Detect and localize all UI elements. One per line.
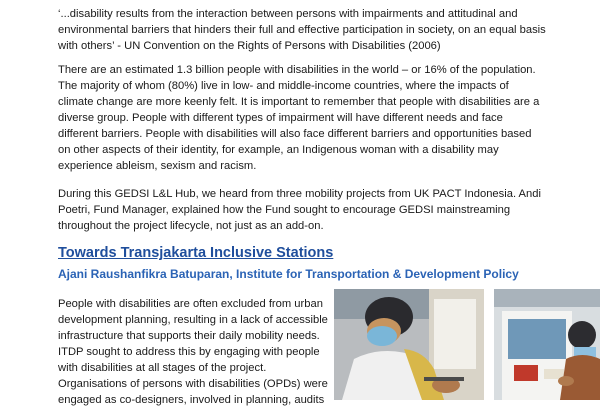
- photo-station-visit: [494, 289, 600, 400]
- photo-braille-panel: [334, 289, 484, 400]
- gedsi-hub-paragraph: During this GEDSI L&L Hub, we heard from three mobility projects from UK PACT Indonesia. Andi Poetri, Fund Manager, explained how the Fund sought to encourage GEDSI mainstreaming throughout the project lifecycle, not just as an add-on.: [58, 188, 541, 232]
- disability-statistics-paragraph: There are an estimated 1.3 billion people with disabilities in the world – or 16% of the population. The majority of whom (80%) live in low- and middle-income countries, where the impacts of climate change are more keenly felt. It is important to remember that people with disabilities are a diverse group. People with different types of impairment will have different needs and face different barriers. People with disabilities will also face different barriers and opportunities based on other aspects of their identity, for example, an Indigenous woman with a disability may experience ableism, sexism and racism.: [58, 64, 540, 172]
- section-subheading: Ajani Raushanfikra Batuparan, Institute for Transportation & Development Policy: [58, 267, 519, 281]
- un-convention-quote: ‘...disability results from the interaction between persons with impairments and attitudinal and environmental barriers that hinders their full and effective participation in society, on an equal basis with others’ - UN Convention on the Rights of Persons with Disabilities (2006): [58, 8, 546, 52]
- section-body-text: People with disabilities are often excluded from urban development planning, resulting in a lack of accessible infrastructure that supports their daily mobility needs. ITDP sought to address this by engaging with people with disabilities at all stages of the project. Organisations of persons with disabilities (OPDs) were engaged as co-designers, involved in planning, audits: [58, 298, 328, 406]
- section-heading: Towards Transjakarta Inclusive Stations: [58, 245, 334, 261]
